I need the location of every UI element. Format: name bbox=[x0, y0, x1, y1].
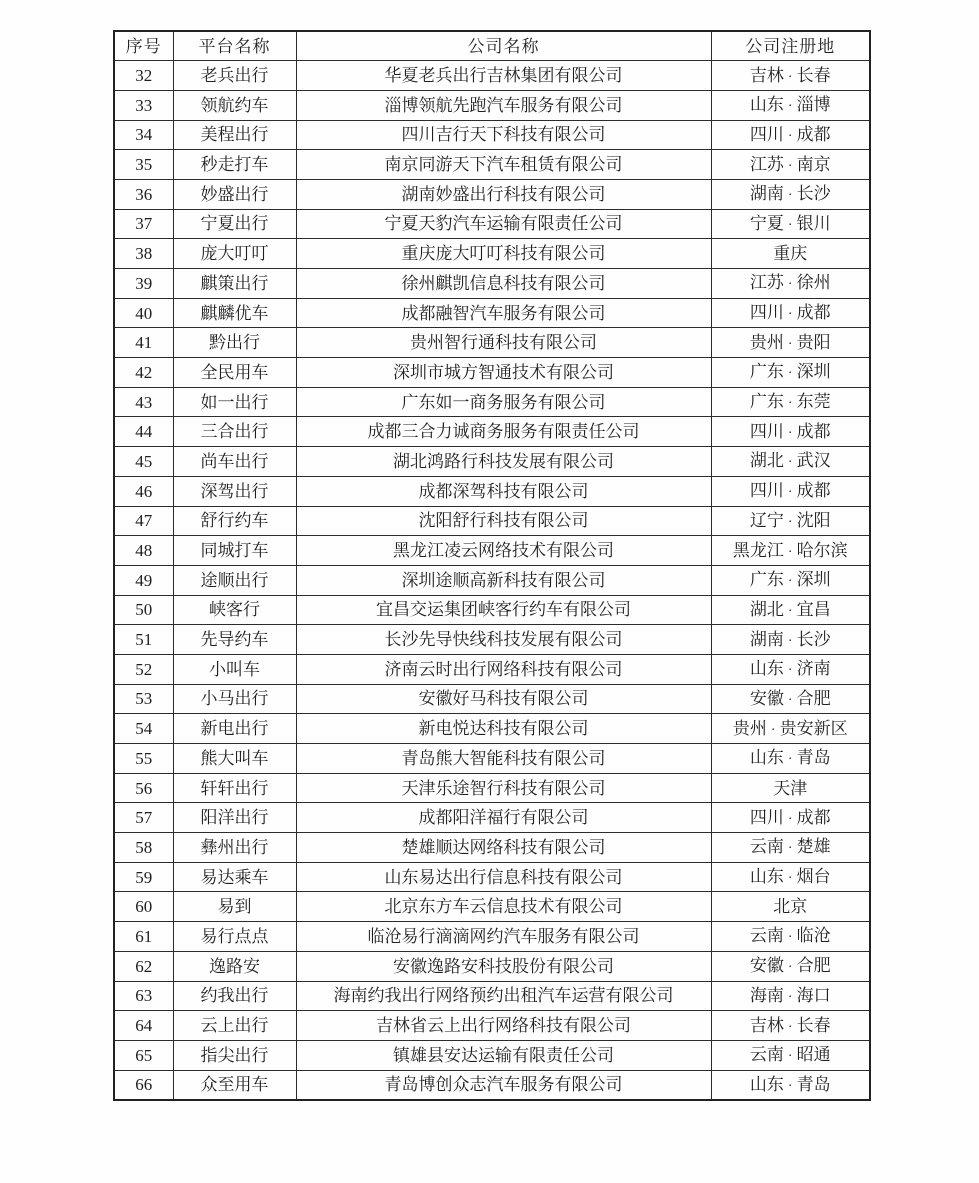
middle-dot-separator: · bbox=[787, 366, 793, 382]
platform-name-cell: 领航约车 bbox=[173, 90, 296, 120]
serial-number-cell: 58 bbox=[114, 833, 173, 863]
middle-dot-separator: · bbox=[787, 485, 793, 501]
platform-name-cell: 彝州出行 bbox=[173, 833, 296, 863]
table-row bbox=[114, 625, 870, 655]
middle-dot-separator: · bbox=[770, 722, 776, 738]
middle-dot-separator: · bbox=[787, 158, 793, 174]
table-body bbox=[114, 61, 870, 1100]
registration-place-cell: 吉林 · 长春 bbox=[711, 1011, 870, 1041]
table-row bbox=[114, 951, 870, 981]
registration-place-cell: 天津 bbox=[711, 773, 870, 803]
platform-name-cell: 美程出行 bbox=[173, 120, 296, 150]
platform-name-cell: 全民用车 bbox=[173, 358, 296, 388]
table-row bbox=[114, 892, 870, 922]
platform-name-cell: 众至用车 bbox=[173, 1070, 296, 1100]
platform-name-cell: 先导约车 bbox=[173, 625, 296, 655]
table-row bbox=[114, 1070, 870, 1100]
company-name-cell: 海南约我出行网络预约出租汽车运营有限公司 bbox=[296, 981, 711, 1011]
serial-number-cell: 43 bbox=[114, 387, 173, 417]
middle-dot-separator: · bbox=[787, 455, 793, 471]
table-row bbox=[114, 862, 870, 892]
serial-number-cell: 37 bbox=[114, 209, 173, 239]
platform-name-cell: 秒走打车 bbox=[173, 150, 296, 180]
serial-number-cell: 49 bbox=[114, 565, 173, 595]
company-name-cell: 青岛博创众志汽车服务有限公司 bbox=[296, 1070, 711, 1100]
registration-place-cell: 江苏 · 徐州 bbox=[711, 269, 870, 299]
table-row bbox=[114, 744, 870, 774]
company-name-cell: 山东易达出行信息科技有限公司 bbox=[296, 862, 711, 892]
platform-name-cell: 黔出行 bbox=[173, 328, 296, 358]
table-row bbox=[114, 1040, 870, 1070]
platform-name-cell: 阳洋出行 bbox=[173, 803, 296, 833]
table-row bbox=[114, 506, 870, 536]
registration-place-cell: 辽宁 · 沈阳 bbox=[711, 506, 870, 536]
serial-number-cell: 41 bbox=[114, 328, 173, 358]
registration-place-cell: 云南 · 昭通 bbox=[711, 1040, 870, 1070]
platform-name-cell: 麒麟优车 bbox=[173, 298, 296, 328]
platform-name-cell: 小叫车 bbox=[173, 654, 296, 684]
table-row bbox=[114, 150, 870, 180]
middle-dot-separator: · bbox=[787, 99, 793, 115]
table-row bbox=[114, 922, 870, 952]
serial-number-cell: 42 bbox=[114, 358, 173, 388]
table-header-row bbox=[114, 31, 870, 61]
platform-name-cell: 妙盛出行 bbox=[173, 179, 296, 209]
company-name-cell: 南京同游天下汽车租赁有限公司 bbox=[296, 150, 711, 180]
company-name-cell: 安徽好马科技有限公司 bbox=[296, 684, 711, 714]
company-name-cell: 淄博领航先跑汽车服务有限公司 bbox=[296, 90, 711, 120]
middle-dot-separator: · bbox=[787, 69, 793, 85]
middle-dot-separator: · bbox=[787, 692, 793, 708]
platform-name-cell: 熊大叫车 bbox=[173, 744, 296, 774]
platform-name-cell: 易达乘车 bbox=[173, 862, 296, 892]
table-row bbox=[114, 714, 870, 744]
registration-place-cell: 云南 · 临沧 bbox=[711, 922, 870, 952]
serial-number-cell: 45 bbox=[114, 447, 173, 477]
header-registration-place: 公司注册地 bbox=[711, 31, 870, 61]
serial-number-cell: 38 bbox=[114, 239, 173, 269]
table-row bbox=[114, 387, 870, 417]
serial-number-cell: 44 bbox=[114, 417, 173, 447]
serial-number-cell: 47 bbox=[114, 506, 173, 536]
platform-name-cell: 宁夏出行 bbox=[173, 209, 296, 239]
company-name-cell: 镇雄县安达运输有限责任公司 bbox=[296, 1040, 711, 1070]
table-row bbox=[114, 358, 870, 388]
registration-place-cell: 湖南 · 长沙 bbox=[711, 625, 870, 655]
registration-place-cell: 宁夏 · 银川 bbox=[711, 209, 870, 239]
company-name-cell: 重庆庞大叮叮科技有限公司 bbox=[296, 239, 711, 269]
table-row bbox=[114, 269, 870, 299]
table-row bbox=[114, 595, 870, 625]
middle-dot-separator: · bbox=[787, 514, 793, 530]
table-row bbox=[114, 417, 870, 447]
serial-number-cell: 52 bbox=[114, 654, 173, 684]
registration-place-cell: 四川 · 成都 bbox=[711, 120, 870, 150]
platform-name-cell: 小马出行 bbox=[173, 684, 296, 714]
company-name-cell: 成都三合力诚商务服务有限责任公司 bbox=[296, 417, 711, 447]
company-name-cell: 沈阳舒行科技有限公司 bbox=[296, 506, 711, 536]
middle-dot-separator: · bbox=[787, 930, 793, 946]
registration-place-cell: 安徽 · 合肥 bbox=[711, 684, 870, 714]
middle-dot-separator: · bbox=[787, 960, 793, 976]
table-row bbox=[114, 536, 870, 566]
company-name-cell: 安徽逸路安科技股份有限公司 bbox=[296, 951, 711, 981]
company-name-cell: 华夏老兵出行吉林集团有限公司 bbox=[296, 61, 711, 91]
registration-place-cell: 山东 · 淄博 bbox=[711, 90, 870, 120]
registration-place-cell: 四川 · 成都 bbox=[711, 298, 870, 328]
serial-number-cell: 59 bbox=[114, 862, 173, 892]
middle-dot-separator: · bbox=[787, 574, 793, 590]
registration-place-cell: 重庆 bbox=[711, 239, 870, 269]
company-name-cell: 成都融智汽车服务有限公司 bbox=[296, 298, 711, 328]
middle-dot-separator: · bbox=[787, 811, 793, 827]
platform-name-cell: 途顺出行 bbox=[173, 565, 296, 595]
serial-number-cell: 39 bbox=[114, 269, 173, 299]
registration-place-cell: 四川 · 成都 bbox=[711, 417, 870, 447]
table-row bbox=[114, 209, 870, 239]
serial-number-cell: 40 bbox=[114, 298, 173, 328]
company-name-cell: 北京东方车云信息技术有限公司 bbox=[296, 892, 711, 922]
serial-number-cell: 56 bbox=[114, 773, 173, 803]
company-name-cell: 成都深驾科技有限公司 bbox=[296, 476, 711, 506]
serial-number-cell: 66 bbox=[114, 1070, 173, 1100]
middle-dot-separator: · bbox=[787, 752, 793, 768]
platform-name-cell: 易到 bbox=[173, 892, 296, 922]
registration-place-cell: 湖北 · 武汉 bbox=[711, 447, 870, 477]
serial-number-cell: 65 bbox=[114, 1040, 173, 1070]
platform-name-cell: 轩轩出行 bbox=[173, 773, 296, 803]
middle-dot-separator: · bbox=[787, 396, 793, 412]
platform-name-cell: 三合出行 bbox=[173, 417, 296, 447]
company-name-cell: 宜昌交运集团峡客行约车有限公司 bbox=[296, 595, 711, 625]
table-row bbox=[114, 1011, 870, 1041]
company-name-cell: 长沙先导快线科技发展有限公司 bbox=[296, 625, 711, 655]
header-company-name: 公司名称 bbox=[296, 31, 711, 61]
serial-number-cell: 64 bbox=[114, 1011, 173, 1041]
table-row bbox=[114, 803, 870, 833]
middle-dot-separator: · bbox=[787, 128, 793, 144]
serial-number-cell: 48 bbox=[114, 536, 173, 566]
table-row bbox=[114, 447, 870, 477]
table-row bbox=[114, 239, 870, 269]
serial-number-cell: 36 bbox=[114, 179, 173, 209]
serial-number-cell: 51 bbox=[114, 625, 173, 655]
platform-name-cell: 庞大叮叮 bbox=[173, 239, 296, 269]
registration-place-cell: 湖北 · 宜昌 bbox=[711, 595, 870, 625]
registration-place-cell: 山东 · 烟台 bbox=[711, 862, 870, 892]
registration-place-cell: 山东 · 青岛 bbox=[711, 744, 870, 774]
registration-place-cell: 四川 · 成都 bbox=[711, 476, 870, 506]
company-name-cell: 深圳途顺高新科技有限公司 bbox=[296, 565, 711, 595]
table-row bbox=[114, 298, 870, 328]
registration-place-cell: 贵州 · 贵阳 bbox=[711, 328, 870, 358]
table-row bbox=[114, 120, 870, 150]
middle-dot-separator: · bbox=[787, 188, 793, 204]
company-name-cell: 济南云时出行网络科技有限公司 bbox=[296, 654, 711, 684]
registration-place-cell: 安徽 · 合肥 bbox=[711, 951, 870, 981]
middle-dot-separator: · bbox=[787, 633, 793, 649]
table-row bbox=[114, 981, 870, 1011]
company-name-cell: 黑龙江凌云网络技术有限公司 bbox=[296, 536, 711, 566]
platform-name-cell: 深驾出行 bbox=[173, 476, 296, 506]
company-name-cell: 徐州麒凯信息科技有限公司 bbox=[296, 269, 711, 299]
middle-dot-separator: · bbox=[787, 1019, 793, 1035]
serial-number-cell: 34 bbox=[114, 120, 173, 150]
middle-dot-separator: · bbox=[787, 663, 793, 679]
platform-name-cell: 逸路安 bbox=[173, 951, 296, 981]
registration-place-cell: 吉林 · 长春 bbox=[711, 61, 870, 91]
registration-place-cell: 北京 bbox=[711, 892, 870, 922]
middle-dot-separator: · bbox=[787, 425, 793, 441]
registration-place-cell: 贵州 · 贵安新区 bbox=[711, 714, 870, 744]
registration-place-cell: 海南 · 海口 bbox=[711, 981, 870, 1011]
serial-number-cell: 33 bbox=[114, 90, 173, 120]
registration-place-cell: 黑龙江 · 哈尔滨 bbox=[711, 536, 870, 566]
table-row bbox=[114, 565, 870, 595]
table-row bbox=[114, 654, 870, 684]
platform-name-cell: 易行点点 bbox=[173, 922, 296, 952]
company-name-cell: 天津乐途智行科技有限公司 bbox=[296, 773, 711, 803]
serial-number-cell: 53 bbox=[114, 684, 173, 714]
middle-dot-separator: · bbox=[787, 217, 793, 233]
middle-dot-separator: · bbox=[787, 871, 793, 887]
serial-number-cell: 50 bbox=[114, 595, 173, 625]
serial-number-cell: 57 bbox=[114, 803, 173, 833]
table-row bbox=[114, 90, 870, 120]
company-name-cell: 吉林省云上出行网络科技有限公司 bbox=[296, 1011, 711, 1041]
company-name-cell: 临沧易行滴滴网约汽车服务有限公司 bbox=[296, 922, 711, 952]
company-name-cell: 湖南妙盛出行科技有限公司 bbox=[296, 179, 711, 209]
company-name-cell: 湖北鸿路行科技发展有限公司 bbox=[296, 447, 711, 477]
company-name-cell: 贵州智行通科技有限公司 bbox=[296, 328, 711, 358]
middle-dot-separator: · bbox=[787, 336, 793, 352]
middle-dot-separator: · bbox=[787, 603, 793, 619]
company-name-cell: 宁夏天豹汽车运输有限责任公司 bbox=[296, 209, 711, 239]
platform-name-cell: 峡客行 bbox=[173, 595, 296, 625]
middle-dot-separator: · bbox=[787, 307, 793, 323]
platform-name-cell: 同城打车 bbox=[173, 536, 296, 566]
platform-name-cell: 如一出行 bbox=[173, 387, 296, 417]
company-name-cell: 成都阳洋福行有限公司 bbox=[296, 803, 711, 833]
table-row bbox=[114, 328, 870, 358]
company-name-cell: 广东如一商务服务有限公司 bbox=[296, 387, 711, 417]
table-row bbox=[114, 773, 870, 803]
registration-place-cell: 广东 · 东莞 bbox=[711, 387, 870, 417]
middle-dot-separator: · bbox=[787, 841, 793, 857]
registration-place-cell: 江苏 · 南京 bbox=[711, 150, 870, 180]
company-name-cell: 四川吉行天下科技有限公司 bbox=[296, 120, 711, 150]
table-row bbox=[114, 833, 870, 863]
serial-number-cell: 55 bbox=[114, 744, 173, 774]
registration-place-cell: 山东 · 青岛 bbox=[711, 1070, 870, 1100]
registration-place-cell: 广东 · 深圳 bbox=[711, 565, 870, 595]
middle-dot-separator: · bbox=[787, 1078, 793, 1094]
company-name-cell: 深圳市城方智通技术有限公司 bbox=[296, 358, 711, 388]
table-row bbox=[114, 684, 870, 714]
platform-name-cell: 指尖出行 bbox=[173, 1040, 296, 1070]
middle-dot-separator: · bbox=[787, 1049, 793, 1065]
registration-place-cell: 山东 · 济南 bbox=[711, 654, 870, 684]
table-row bbox=[114, 476, 870, 506]
serial-number-cell: 32 bbox=[114, 61, 173, 91]
registration-place-cell: 四川 · 成都 bbox=[711, 803, 870, 833]
middle-dot-separator: · bbox=[787, 277, 793, 293]
serial-number-cell: 35 bbox=[114, 150, 173, 180]
serial-number-cell: 54 bbox=[114, 714, 173, 744]
platform-name-cell: 约我出行 bbox=[173, 981, 296, 1011]
platform-name-cell: 云上出行 bbox=[173, 1011, 296, 1041]
platform-name-cell: 新电出行 bbox=[173, 714, 296, 744]
company-name-cell: 青岛熊大智能科技有限公司 bbox=[296, 744, 711, 774]
registration-place-cell: 湖南 · 长沙 bbox=[711, 179, 870, 209]
registration-place-cell: 广东 · 深圳 bbox=[711, 358, 870, 388]
table-row bbox=[114, 179, 870, 209]
platform-name-cell: 舒行约车 bbox=[173, 506, 296, 536]
platform-name-cell: 老兵出行 bbox=[173, 61, 296, 91]
middle-dot-separator: · bbox=[787, 544, 793, 560]
company-name-cell: 楚雄顺达网络科技有限公司 bbox=[296, 833, 711, 863]
serial-number-cell: 61 bbox=[114, 922, 173, 952]
serial-number-cell: 63 bbox=[114, 981, 173, 1011]
serial-number-cell: 46 bbox=[114, 476, 173, 506]
table-row bbox=[114, 61, 870, 91]
platform-name-cell: 麒策出行 bbox=[173, 269, 296, 299]
registration-place-cell: 云南 · 楚雄 bbox=[711, 833, 870, 863]
platform-table bbox=[113, 30, 871, 1101]
serial-number-cell: 62 bbox=[114, 951, 173, 981]
company-name-cell: 新电悦达科技有限公司 bbox=[296, 714, 711, 744]
header-platform-name: 平台名称 bbox=[173, 31, 296, 61]
platform-name-cell: 尚车出行 bbox=[173, 447, 296, 477]
middle-dot-separator: · bbox=[787, 989, 793, 1005]
serial-number-cell: 60 bbox=[114, 892, 173, 922]
header-serial-number: 序号 bbox=[114, 31, 173, 61]
